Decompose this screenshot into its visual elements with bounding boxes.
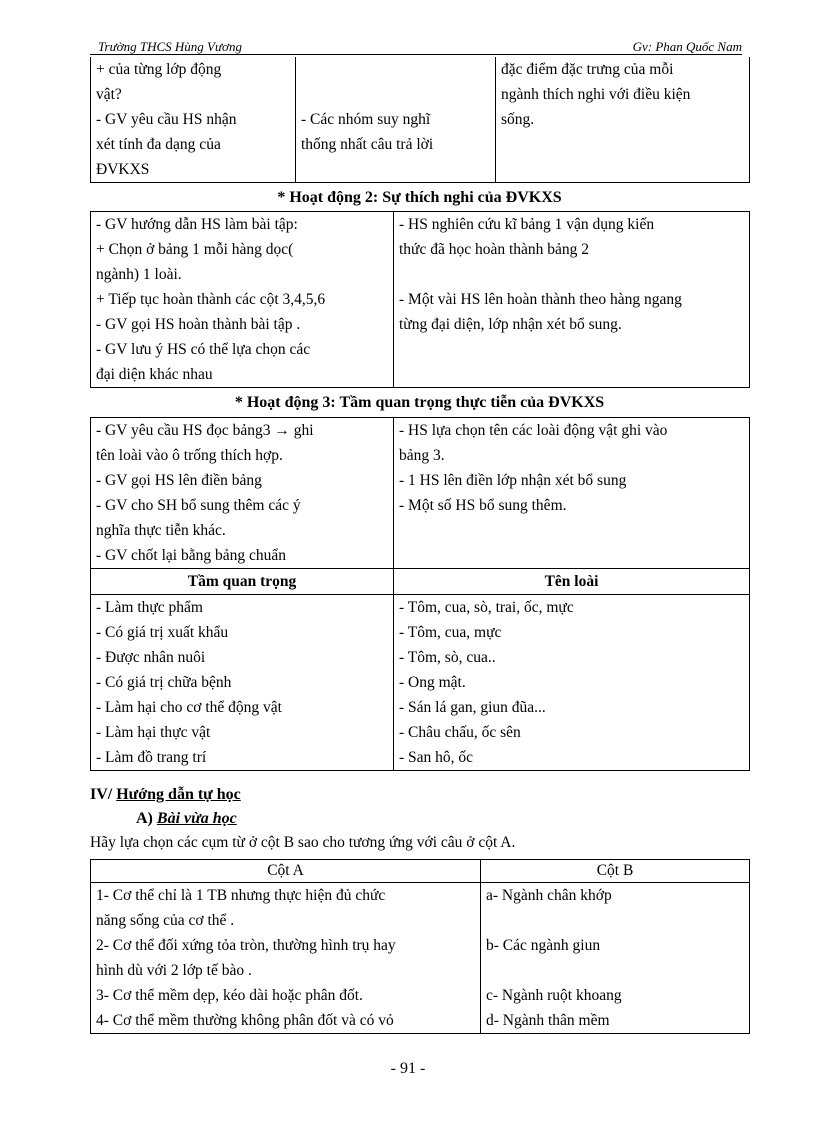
- activity1-teacher-cell: [91, 57, 296, 183]
- text-line: thức đã học hoàn thành bảng 2: [399, 241, 590, 258]
- text-line: tên loài vào ô trống thích hợp.: [96, 447, 283, 464]
- text-line: - Một số HS bổ sung thêm.: [399, 497, 567, 514]
- activity2-teacher-cell: [91, 212, 394, 388]
- text-line: đặc điểm đặc trưng của mỗi: [501, 61, 674, 78]
- text-line: - 1 HS lên điền lớp nhận xét bổ sung: [399, 472, 627, 489]
- text-line: - GV lưu ý HS có thể lựa chọn các: [96, 341, 311, 358]
- importance-item: - Có giá trị chữa bệnh: [96, 674, 232, 691]
- importance-column: [91, 595, 394, 771]
- text-line: - GV yêu cầu HS đọc bảng3 → ghi: [96, 422, 314, 439]
- text-line: [486, 908, 744, 933]
- section4-prefix: IV/: [90, 786, 113, 803]
- text-line: vật?: [96, 86, 122, 103]
- activity3-student-cell: [394, 418, 750, 569]
- page-number: - 91 -: [390, 1060, 426, 1077]
- activity2-table: [90, 211, 750, 388]
- text-line: từng đại diện, lớp nhận xét bổ sung.: [399, 316, 622, 333]
- text-line: + của từng lớp động: [96, 61, 222, 78]
- species-item: - Tôm, sò, cua..: [399, 649, 496, 666]
- species-item: - Sán lá gan, giun đũa...: [399, 699, 546, 716]
- text-line: b- Các ngành giun: [486, 937, 601, 954]
- species-item: - San hô, ốc: [399, 749, 474, 766]
- exercise-instruction: Hãy lựa chọn các cụm từ ở cột B sao cho tương ứng với câu ở cột A.: [90, 834, 516, 851]
- text-line: + Tiếp tục hoàn thành các cột 3,4,5,6: [96, 291, 326, 308]
- activity3-title: * Hoạt động 3: Tầm quan trọng thực tiễn của ĐVKXS: [234, 394, 605, 411]
- text-line: - Một vài HS lên hoàn thành theo hàng ngang: [399, 291, 682, 308]
- text-line: - GV cho SH bổ sung thêm các ý: [96, 497, 301, 514]
- school-name: Trường THCS Hùng Vương: [98, 39, 242, 54]
- activity2-student-cell: [394, 212, 750, 388]
- col-b-cell: [481, 883, 750, 1034]
- text-line: sống.: [501, 111, 535, 128]
- col-b-header: Cột B: [481, 860, 750, 883]
- text-line: [486, 958, 744, 983]
- species-item: - Châu chấu, ốc sên: [399, 724, 521, 741]
- text-line: - GV gọi HS hoàn thành bài tập .: [96, 316, 301, 333]
- activity1-table: [90, 57, 750, 183]
- importance-item: - Làm đồ trang trí: [96, 749, 207, 766]
- subsection-a-label: A): [136, 810, 153, 827]
- text-line: bảng 3.: [399, 447, 445, 464]
- text-line: 1- Cơ thể chỉ là 1 TB nhưng thực hiện đủ chức: [96, 887, 386, 904]
- text-line: [399, 262, 744, 287]
- matching-table: [90, 859, 750, 1034]
- section4-title: Hướng dẫn tự học: [116, 786, 241, 803]
- teacher-name: Gv: Phan Quốc Nam: [632, 39, 742, 54]
- text-line: nghĩa thực tiễn khác.: [96, 522, 226, 539]
- activity1-student-cell: [296, 57, 496, 183]
- text-line: đại diện khác nhau: [96, 366, 213, 383]
- activity3-table: [90, 417, 750, 771]
- activity2-title: * Hoạt động 2: Sự thích nghi của ĐVKXS: [277, 189, 562, 206]
- text-line: 3- Cơ thể mềm dẹp, kéo dài hoặc phân đốt.: [96, 987, 363, 1004]
- text-line: - HS lựa chọn tên các loài động vật ghi vào: [399, 422, 668, 439]
- text-line: hình dù với 2 lớp tế bào .: [96, 962, 252, 979]
- text-line: 4- Cơ thể mềm thường không phân đốt và có vỏ: [96, 1012, 394, 1029]
- importance-item: - Được nhân nuôi: [96, 649, 206, 666]
- species-item: - Tôm, cua, sò, trai, ốc, mực: [399, 599, 574, 616]
- text-line: - HS nghiên cứu kĩ bảng 1 vận dụng kiến: [399, 216, 655, 233]
- species-column: [394, 595, 750, 771]
- activity3-teacher-cell: [91, 418, 394, 569]
- species-item: - Tôm, cua, mực: [399, 624, 502, 641]
- importance-item: - Làm hại cho cơ thể động vật: [96, 699, 282, 716]
- text-line: a- Ngành chân khớp: [486, 887, 612, 904]
- col-a-cell: [91, 883, 481, 1034]
- text-line: - GV hướng dẫn HS làm bài tập:: [96, 216, 298, 233]
- importance-item: - Có giá trị xuất khẩu: [96, 624, 229, 641]
- species-item: - Ong mật.: [399, 674, 466, 691]
- text-line: thống nhất câu trả lời: [301, 136, 434, 153]
- text-line: c- Ngành ruột khoang: [486, 987, 622, 1004]
- text-line: ngành thích nghi với điều kiện: [501, 86, 691, 103]
- importance-item: - Làm hại thực vật: [96, 724, 211, 741]
- text-line: - Các nhóm suy nghĩ: [301, 111, 431, 128]
- text-line: - GV chốt lại bằng bảng chuẩn: [96, 547, 286, 564]
- text-line: d- Ngành thân mềm: [486, 1012, 610, 1029]
- species-header: Tên loài: [394, 569, 750, 595]
- subsection-a-title: Bài vừa học: [156, 810, 237, 827]
- activity1-content-cell: [496, 57, 750, 183]
- importance-item: - Làm thực phẩm: [96, 599, 203, 616]
- section4-heading: [90, 786, 241, 804]
- text-line: ĐVKXS: [96, 161, 150, 178]
- text-line: - GV yêu cầu HS nhận: [96, 111, 237, 128]
- col-a-header: Cột A: [91, 860, 481, 883]
- text-line: - GV gọi HS lên điền bảng: [96, 472, 262, 489]
- text-line: xét tính đa dạng của: [96, 136, 221, 153]
- text-line: + Chọn ở bảng 1 mỗi hàng dọc(: [96, 241, 294, 258]
- subsection-a-heading: [136, 810, 237, 828]
- page-header: [90, 38, 742, 55]
- text-line: ngành) 1 loài.: [96, 266, 182, 283]
- text-line: năng sống của cơ thể .: [96, 912, 235, 929]
- importance-header: Tầm quan trọng: [91, 569, 394, 595]
- text-line: 2- Cơ thể đối xứng tỏa tròn, thường hình trụ hay: [96, 937, 396, 954]
